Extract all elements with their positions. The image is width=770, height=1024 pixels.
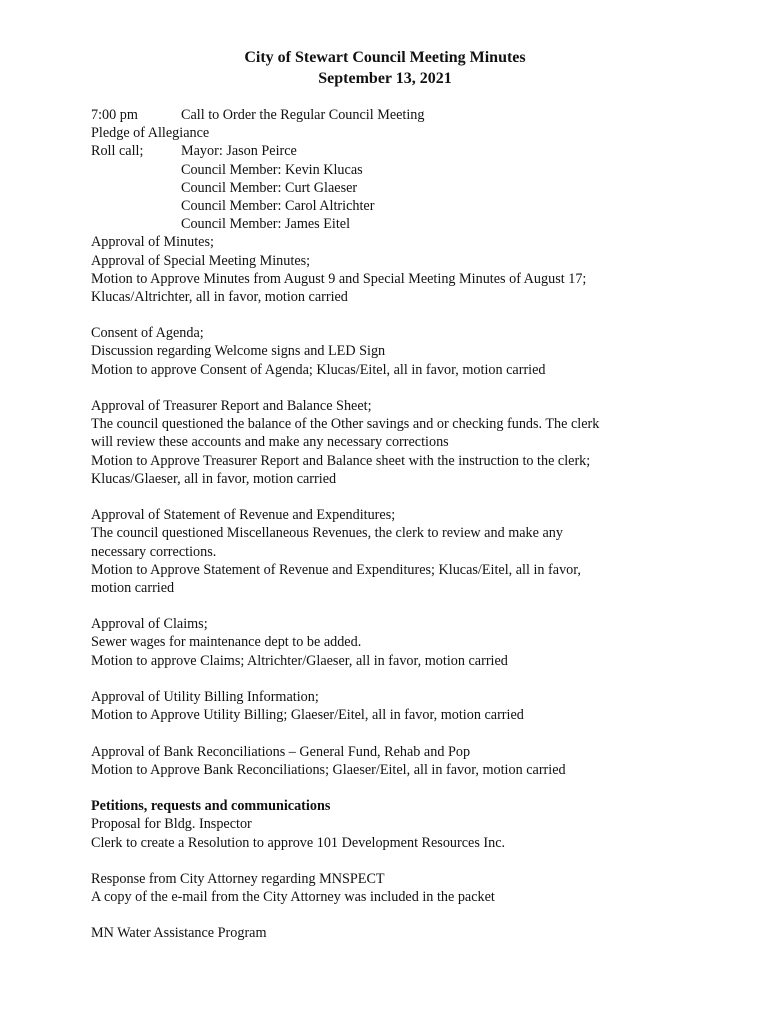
attorney-line: A copy of the e-mail from the City Attorney was included in the packet [91, 889, 495, 906]
treasurer-line: Motion to Approve Treasurer Report and Balance sheet with the instruction to the clerk; [91, 452, 591, 469]
roll-call-row [91, 197, 691, 215]
revenue-line: necessary corrections. [91, 543, 217, 560]
petitions-heading: Petitions, requests and communications [91, 798, 331, 815]
treasurer-line: Approval of Treasurer Report and Balance Sheet; [91, 398, 372, 414]
roll-call-member: Council Member: Kevin Klucas [181, 161, 363, 178]
minutes-body [91, 106, 691, 943]
petitions-line: Proposal for Bldg. Inspector [91, 816, 252, 833]
agenda-line: Motion to approve Consent of Agenda; Klucas/Eitel, all in favor, motion carried [91, 361, 546, 378]
call-to-order-text: Call to Order the Regular Council Meeting [181, 107, 425, 123]
roll-call-member: Council Member: Curt Glaeser [181, 179, 358, 196]
minutes-line: Approval of Minutes; [91, 234, 214, 251]
roll-call-row [91, 161, 691, 179]
treasurer-line: The council questioned the balance of the Other savings and or checking funds. The clerk [91, 416, 600, 433]
claims-line: Sewer wages for maintenance dept to be added. [91, 634, 362, 651]
utility-line: Approval of Utility Billing Information; [91, 689, 319, 705]
roll-call-member: Council Member: James Eitel [181, 216, 351, 233]
roll-call-row [91, 215, 691, 233]
treasurer-line: Klucas/Glaeser, all in favor, motion carried [91, 470, 337, 487]
treasurer-line: will review these accounts and make any necessary corrections [91, 434, 449, 451]
bank-line: Approval of Bank Reconciliations – General Fund, Rehab and Pop [91, 743, 471, 760]
claims-line: Approval of Claims; [91, 616, 208, 633]
revenue-line: Motion to Approve Statement of Revenue and Expenditures; Klucas/Eitel, all in favor, [91, 561, 581, 578]
attorney-line: Response from City Attorney regarding MNSPECT [91, 870, 385, 887]
utility-line: Motion to Approve Utility Billing; Glaeser/Eitel, all in favor, motion carried [91, 707, 524, 724]
revenue-line: The council questioned Miscellaneous Revenues, the clerk to review and make any [91, 525, 563, 542]
revenue-line: Approval of Statement of Revenue and Expenditures; [91, 507, 396, 524]
call-to-order-time: 7:00 pm [91, 107, 138, 123]
petitions-line: Clerk to create a Resolution to approve 101 Development Resources Inc. [91, 834, 506, 851]
roll-call-row [91, 179, 691, 197]
roll-call-member: Council Member: Carol Altrichter [181, 197, 375, 214]
document-title: City of Stewart Council Meeting Minutes [244, 49, 526, 66]
minutes-line: Approval of Special Meeting Minutes; [91, 252, 311, 269]
agenda-line: Consent of Agenda; [91, 325, 204, 342]
roll-call-mayor: Mayor: Jason Peirce [181, 143, 297, 160]
bank-line: Motion to Approve Bank Reconciliations; Glaeser/Eitel, all in favor, motion carried [91, 761, 566, 778]
water-line: MN Water Assistance Program [91, 925, 267, 942]
minutes-line: Motion to Approve Minutes from August 9 and Special Meeting Minutes of August 17; [91, 270, 587, 287]
revenue-line: motion carried [91, 579, 175, 596]
call-to-order-row [91, 106, 691, 124]
roll-call-row [91, 142, 691, 160]
document-date: September 13, 2021 [318, 70, 452, 87]
roll-call-label: Roll call; [91, 143, 144, 160]
claims-line: Motion to approve Claims; Altrichter/Glaeser, all in favor, motion carried [91, 652, 508, 669]
minutes-line: Klucas/Altrichter, all in favor, motion carried [91, 288, 348, 305]
pledge-line: Pledge of Allegiance [91, 125, 210, 142]
agenda-line: Discussion regarding Welcome signs and LED Sign [91, 343, 386, 360]
